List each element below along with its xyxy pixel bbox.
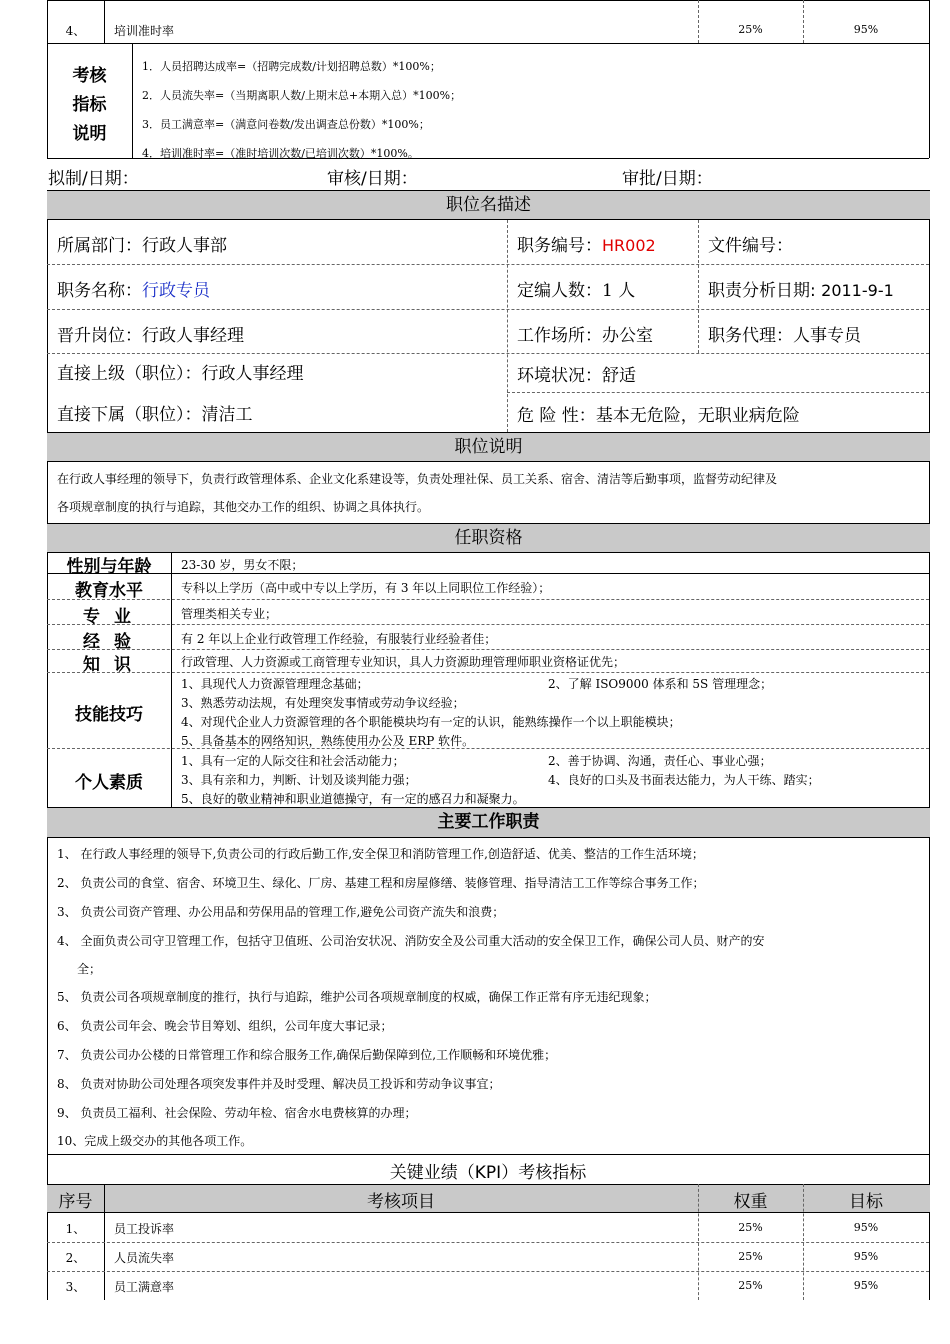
duty-1: 1、 在行政人事经理的领导下,负责公司的行政后勤工作,安全保卫和消防管理工作,创造舒适、优美、整洁的工作生活环境； — [57, 847, 704, 861]
explain-label-3: 说明 — [72, 124, 107, 144]
title-field — [57, 276, 210, 301]
title-value: 行政专员 — [142, 281, 210, 301]
duty-4b: 全； — [77, 962, 102, 976]
personal-1: 1、具有一定的人际交往和社会活动能力； — [181, 754, 405, 768]
count-value: 1 人 — [602, 281, 636, 301]
kpi-col-num: 序号 — [58, 1192, 93, 1212]
duty-4a: 4、 全面负责公司守卫管理工作，包括守卫值班、公司治安状况、消防安全及公司重大活动的安全保卫工作，确保公司人员、财产的安 — [57, 934, 765, 948]
count-field — [517, 276, 635, 301]
kpi-row-1-weight: 25% — [738, 1221, 763, 1234]
exp-label: 经 验 — [83, 632, 135, 652]
personal-5: 5、良好的敬业精神和职业道德操守，有一定的感召力和凝聚力。 — [181, 792, 525, 806]
kpi-row-4-target: 95% — [853, 23, 879, 36]
superior-label: 直接上级（职位）： — [57, 364, 202, 384]
kpi-row-4-item: 培训准时率 — [114, 24, 175, 38]
skill-4: 4、对现代企业人力资源管理的各个职能模块均有一定的认识，能熟练操作一个以上职能模块； — [181, 715, 681, 729]
sub-field — [57, 400, 253, 425]
edu-value: 专科以上学历（高中或中专以上学历，有 3 年以上同职位工作经验）； — [181, 581, 551, 595]
promo-field — [57, 321, 244, 346]
place-value: 办公室 — [602, 326, 653, 346]
kpi-col-item: 考核项目 — [367, 1192, 435, 1212]
agent-value: 人事专员 — [793, 326, 861, 346]
kpi-row-1-target: 95% — [853, 1221, 879, 1234]
superior-value: 行政人事经理 — [201, 364, 304, 384]
personal-2: 2、善于协调、沟通，责任心、事业心强； — [548, 754, 772, 768]
risk-value: 基本无危险，无职业病危险 — [595, 406, 800, 426]
kpi-row-4-weight: 25% — [738, 23, 763, 36]
explain-label-2: 指标 — [72, 95, 107, 115]
job-desc-header-bar — [47, 190, 930, 220]
position-desc-line-2: 各项规章制度的执行与追踪，其他交办工作的组织、协调之具体执行。 — [57, 500, 430, 514]
explain-line-4: 4．培训准时率=（准时培训次数/已培训次数）*100%。 — [142, 147, 419, 160]
exp-value: 有 2 年以上企业行政管理工作经验，有服装行业经验者佳； — [181, 632, 497, 646]
file-label: 文件编号： — [708, 236, 793, 256]
duty-7: 7、 负责公司办公楼的日常管理工作和综合服务工作,确保后勤保障到位,工作顺畅和环境优雅； — [57, 1048, 557, 1062]
kpi-row-2-item: 人员流失率 — [114, 1251, 175, 1265]
duty-10: 10、完成上级交办的其他各项工作。 — [57, 1134, 253, 1148]
dept-field — [57, 231, 227, 256]
edu-label: 教育水平 — [75, 581, 143, 601]
kpi-row-3-weight: 25% — [738, 1279, 763, 1292]
file-field — [708, 231, 793, 256]
kpi-explain-lines — [142, 52, 461, 168]
duty-9: 9、 负责员工福利、社会保险、劳动年检、宿舍水电费核算的办理； — [57, 1106, 417, 1120]
sign-draft: 拟制/日期： — [48, 169, 139, 189]
duty-2: 2、 负责公司的食堂、宿舍、环境卫生、绿化、厂房、基建工程和房屋修缮、装修管理、指导清洁工工作等综合事务工作； — [57, 876, 705, 890]
kpi-row-3-target: 95% — [853, 1279, 879, 1292]
skill-2: 2、了解 ISO9000 体系和 5S 管理理念； — [548, 677, 773, 691]
explain-line-2: 2．人员流失率=（当期离职人数/上期末总+本期入总）*100%； — [142, 89, 462, 102]
title-label: 职务名称： — [57, 281, 142, 301]
superior-field — [57, 359, 304, 384]
major-value: 管理类相关专业； — [181, 607, 278, 621]
duty-8: 8、 负责对协助公司处理各项突发事件并及时受理、解决员工投诉和劳动争议事宜； — [57, 1077, 501, 1091]
skill-5: 5、具备基本的网络知识，熟练使用办公及 ERP 软件。 — [181, 734, 475, 748]
duty-6: 6、 负责公司年会、晚会节目筹划、组织，公司年度大事记录； — [57, 1019, 393, 1033]
qualifications-header-bar — [47, 523, 930, 553]
position-desc-header-bar — [47, 432, 930, 462]
promo-label: 晋升岗位： — [57, 326, 142, 346]
place-field — [517, 321, 653, 346]
kpi-row-3-item: 员工满意率 — [114, 1280, 175, 1294]
dept-value: 行政人事部 — [142, 236, 227, 256]
personal-3: 3、具有亲和力，判断、计划及谈判能力强； — [181, 773, 417, 787]
kpi-row-2-weight: 25% — [738, 1250, 763, 1263]
risk-field — [517, 401, 800, 426]
kpi-col-target: 目标 — [849, 1192, 883, 1212]
kpi-row-1-num: 1、 — [65, 1222, 86, 1236]
code-label: 职务编号： — [517, 236, 602, 256]
job-desc-header: 职位名描述 — [446, 195, 531, 215]
explain-label-1: 考核 — [72, 66, 107, 86]
skill-3: 3、熟悉劳动法规，有处理突发事情或劳动争议经验； — [181, 696, 465, 710]
kpi-row-4-num: 4、 — [65, 24, 86, 38]
skill-label: 技能技巧 — [75, 705, 143, 725]
date-value: 2011-9-1 — [821, 281, 894, 300]
duty-3: 3、 负责公司资产管理、办公用品和劳保用品的管理工作,避免公司资产流失和浪费； — [57, 905, 505, 919]
count-label: 定编人数： — [517, 281, 602, 301]
gender-value: 23-30 岁，男女不限； — [181, 558, 304, 572]
sign-review: 审核/日期： — [327, 169, 418, 189]
kpi-col-weight: 权重 — [733, 1192, 768, 1212]
explain-line-1: 1．人员招聘达成率=（招聘完成数/计划招聘总数）*100%； — [142, 60, 441, 73]
promo-value: 行政人事经理 — [142, 326, 244, 346]
sub-value: 清洁工 — [201, 405, 253, 425]
kpi-header: 关键业绩（KPI）考核指标 — [389, 1163, 587, 1183]
date-field — [708, 276, 894, 301]
personal-label: 个人素质 — [75, 773, 143, 793]
position-desc-line-1: 在行政人事经理的领导下，负责行政管理体系、企业文化系建设等，负责处理社保、员工关系、宿舍、清洁等后勤事项，监督劳动纪律及 — [57, 472, 778, 486]
kpi-row-2-num: 2、 — [65, 1251, 86, 1265]
know-label: 知 识 — [83, 655, 135, 675]
kpi-row-1-item: 员工投诉率 — [114, 1222, 175, 1236]
code-field — [517, 231, 656, 256]
qualifications-header: 任职资格 — [454, 528, 523, 548]
kpi-row-3-num: 3、 — [65, 1280, 86, 1294]
explain-line-3: 3．员工满意率=（满意问卷数/发出调查总份数）*100%； — [142, 118, 430, 131]
sub-label: 直接下属（职位）： — [57, 405, 202, 425]
risk-label: 危 险 性： — [517, 406, 596, 426]
code-value: HR002 — [602, 236, 656, 255]
sign-approve: 审批/日期： — [622, 169, 713, 189]
env-field — [517, 361, 636, 386]
agent-field — [708, 321, 861, 346]
duties-header-bar — [47, 807, 930, 838]
duties-header: 主要工作职责 — [437, 812, 540, 832]
kpi-explain-label — [47, 62, 132, 149]
place-label: 工作场所： — [517, 326, 602, 346]
env-value: 舒适 — [602, 366, 636, 386]
major-label: 专 业 — [83, 607, 135, 627]
duty-5: 5、 负责公司各项规章制度的推行，执行与追踪，维护公司各项规章制度的权威，确保工作正常有序无违纪现象； — [57, 990, 657, 1004]
know-value: 行政管理、人力资源或工商管理专业知识，具人力资源助理管理师职业资格证优先； — [181, 655, 626, 669]
agent-label: 职务代理： — [708, 326, 793, 346]
position-desc-header: 职位说明 — [454, 437, 523, 457]
kpi-row-2-target: 95% — [853, 1250, 879, 1263]
skill-1: 1、具现代人力资源管理理念基础； — [181, 677, 369, 691]
personal-4: 4、良好的口头及书面表达能力，为人干练、踏实； — [548, 773, 820, 787]
dept-label: 所属部门： — [57, 236, 142, 256]
date-label: 职责分析日期: — [708, 281, 816, 301]
gender-label: 性别与年龄 — [66, 557, 152, 577]
env-label: 环境状况： — [517, 366, 602, 386]
